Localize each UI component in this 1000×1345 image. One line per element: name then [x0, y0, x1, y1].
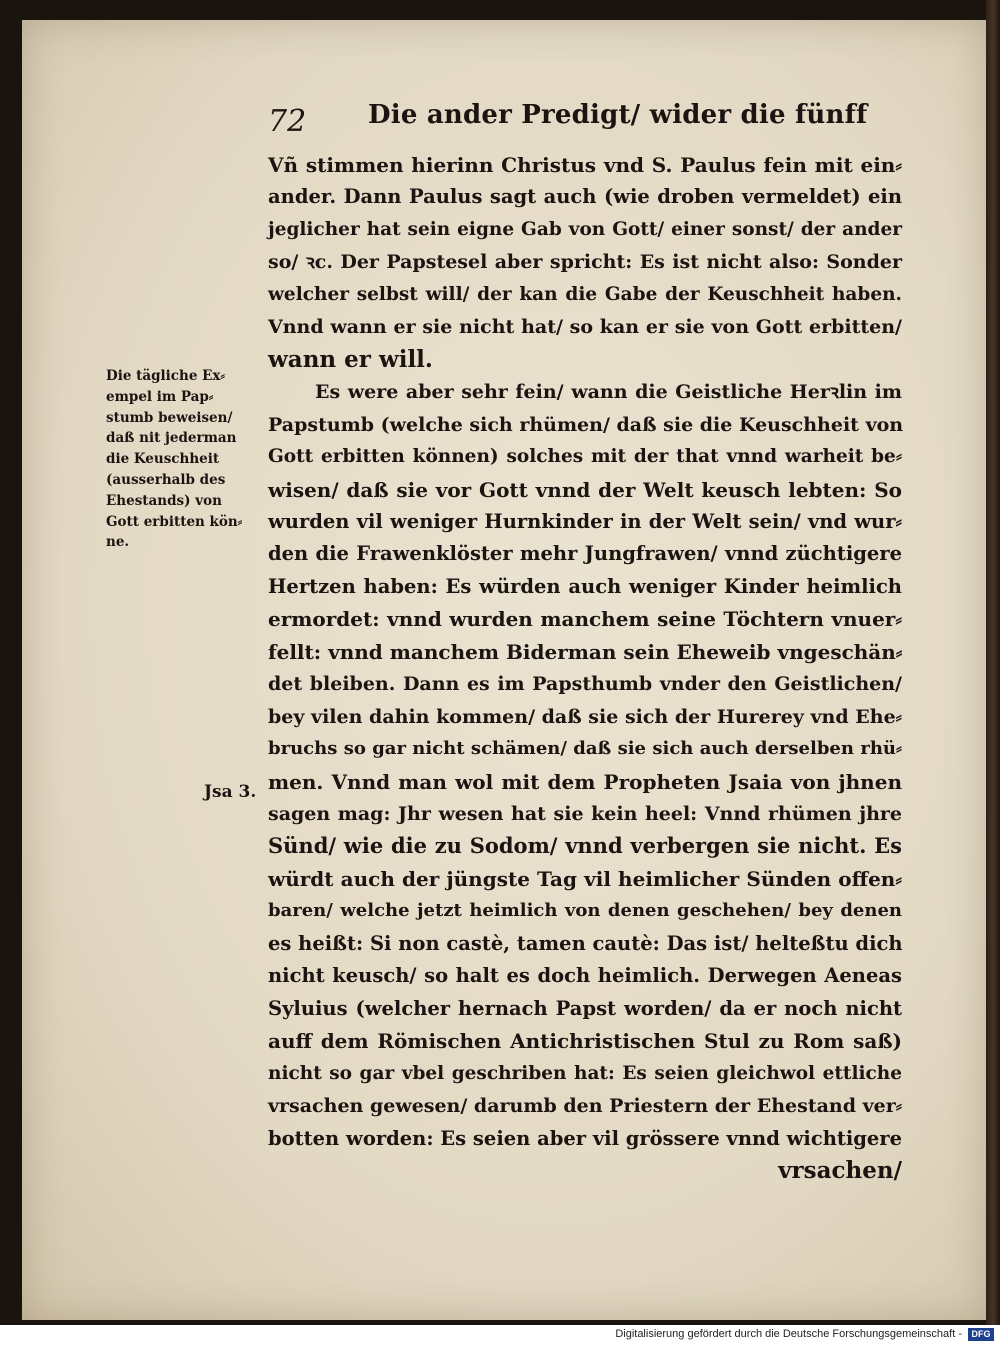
- text-line: Vnnd wann er sie nicht hat/ so kan er sie von Gott erbitten/: [268, 316, 902, 339]
- dfg-logo-icon: DFG: [968, 1328, 994, 1341]
- text-line: Papstumb (welche sich rhümen/ daß sie die Keuschheit von: [268, 413, 904, 436]
- text-line: bey vilen dahin kommen/ daß sie sich der Hurerey vnd Ehe⸗: [268, 705, 902, 728]
- text-line: so/ ꝛc. Der Papstesel aber spricht: Es ist nicht also: Sonder: [268, 251, 902, 274]
- text-line: Es were aber sehr fein/ wann die Geistliche Herꝛlin im: [315, 381, 902, 404]
- text-line: bruchs so gar nicht schämen/ daß sie sich auch derselben rhü⸗: [268, 738, 902, 760]
- text-line: ander. Dann Paulus sagt auch (wie droben vermeldet) ein: [268, 185, 902, 209]
- margin-note-line: Ehestands) von: [106, 492, 222, 509]
- text-line: botten worden: Es seien aber vil grössere vnnd wichtigere: [268, 1126, 903, 1150]
- text-line: sagen mag: Jhr wesen hat sie kein heel: Vnnd rhümen jhre: [268, 803, 902, 825]
- text-line: welcher selbst will/ der kan die Gabe der Keuschheit haben.: [268, 283, 902, 305]
- funding-credit: Digitalisierung gefördert durch die Deutsche Forschungsgemeinschaft -: [615, 1328, 962, 1340]
- text-line: es heißt: Si non castè, tamen cautè: Das ist/ helteßtu dich: [268, 931, 903, 955]
- margin-note-line: stumb beweisen/: [106, 409, 233, 426]
- text-line: vrsachen gewesen/ darumb den Priestern der Ehestand ver⸗: [268, 1095, 903, 1118]
- text-line: ermordet: vnnd wurden manchem seine Töchtern vnuer⸗: [268, 607, 902, 632]
- text-line: Syluius (welcher hernach Papst worden/ da er noch nicht: [268, 996, 902, 1020]
- page-number: 72: [268, 104, 307, 139]
- text-line: Gott erbitten können) solches mit der that vnnd warheit be⸗: [268, 446, 902, 468]
- margin-note-line: die Keuschheit: [106, 451, 220, 468]
- margin-note-line: empel im Pap⸗: [106, 388, 214, 405]
- text-line: vrsachen/: [778, 1156, 902, 1184]
- text-line: wann er will.: [268, 345, 433, 373]
- text-line: wisen/ daß sie vor Gott vnnd der Welt keusch lebten: So: [268, 477, 902, 502]
- text-line: würdt auch der jüngste Tag vil heimlicher Sünden offen⸗: [268, 866, 902, 891]
- margin-note-line: (ausserhalb des: [106, 472, 226, 488]
- text-line: jeglicher hat sein eigne Gab von Gott/ einer sonst/ der ander: [268, 218, 902, 240]
- text-line: auff dem Römischen Antichristischen Stul zu Rom saß): [268, 1029, 902, 1054]
- text-line: Hertzen haben: Es würden auch weniger Kinder heimlich: [268, 574, 902, 598]
- text-line: wurden vil weniger Hurnkinder in der Welt sein/ vnd wur⸗: [268, 509, 902, 533]
- text-line: Sünd/ wie die zu Sodom/ vnnd verbergen sie nicht. Es: [268, 833, 902, 859]
- text-line: Vñ stimmen hierinn Christus vnd S. Paulus fein mit ein⸗: [268, 153, 902, 177]
- footer-bar: [0, 1325, 1000, 1345]
- text-line: fellt: vnnd manchem Biderman sein Eheweib vngeschän⸗: [268, 639, 903, 664]
- scripture-reference: Jsa 3.: [204, 782, 257, 802]
- text-line: men. Vnnd man wol mit dem Propheten Jsaia von jhnen: [268, 769, 902, 794]
- margin-note-line: Die tägliche Ex⸗: [106, 368, 225, 384]
- margin-note-line: Gott erbitten kön⸗: [106, 513, 243, 530]
- margin-note-line: ne.: [106, 534, 130, 551]
- book-binding-edge: [986, 0, 1000, 1325]
- text-line: nicht so gar vbel geschriben hat: Es seien gleichwol ettliche: [268, 1062, 902, 1084]
- text-line: det bleiben. Dann es im Papsthumb vnder den Geistlichen/: [268, 673, 902, 696]
- text-line: den die Frawenklöster mehr Jungfrawen/ vnnd züchtigere: [268, 542, 902, 566]
- margin-note-line: daß nit jederman: [106, 430, 237, 447]
- text-line: nicht keusch/ so halt es doch heimlich. Derwegen Aeneas: [268, 964, 902, 988]
- text-line: baren/ welche jetzt heimlich von denen geschehen/ bey denen: [268, 900, 902, 922]
- running-head: Die ander Predigt/ wider die fünff: [368, 100, 868, 130]
